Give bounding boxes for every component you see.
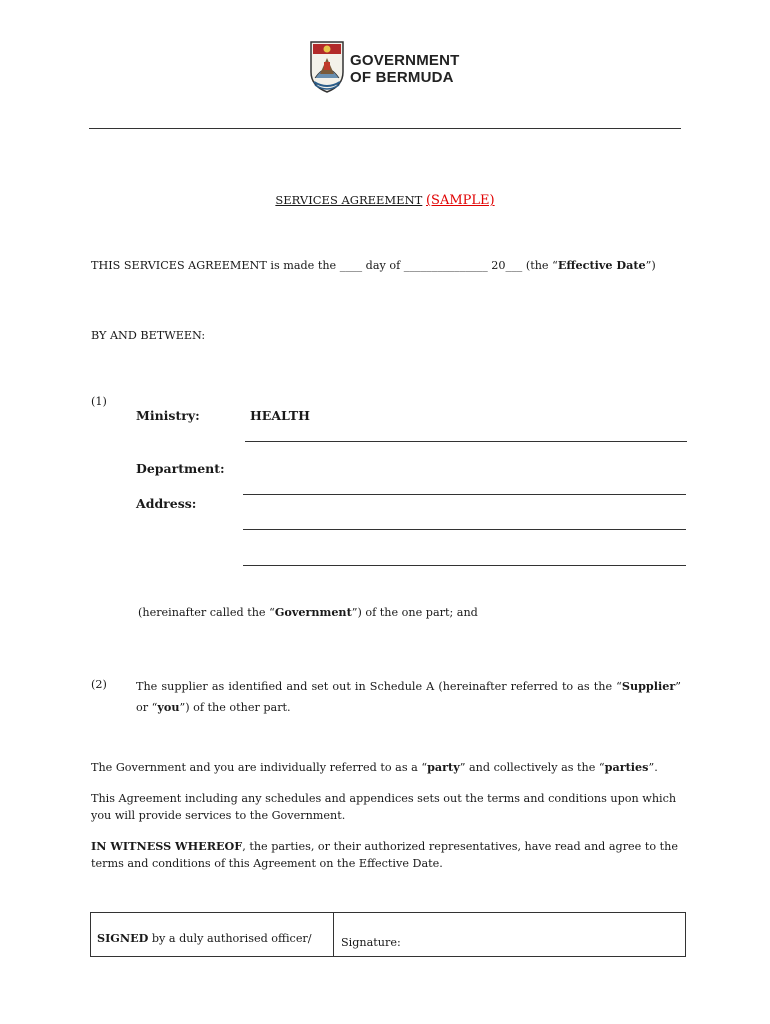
agreement-paragraph: This Agreement including any schedules and appendices sets out the terms and conditions upon which you will provide services to the Government. xyxy=(91,792,677,822)
ministry-value: HEALTH xyxy=(250,408,310,423)
parties-mid: ” and collectively as the “ xyxy=(459,761,605,774)
hereinafter-pre: (hereinafter called the “ xyxy=(138,606,275,619)
government-term: Government xyxy=(274,605,352,619)
intro-pre: THIS SERVICES AGREEMENT is made the ____ day of _______________ 20___ (the “ xyxy=(91,259,558,272)
signature-table-divider xyxy=(333,912,334,957)
hereinafter-post: ”) of the one part; and xyxy=(351,606,478,619)
logo-line-2: OF BERMUDA xyxy=(350,69,454,86)
supplier-post: ”) of the other part. xyxy=(179,701,291,714)
department-line xyxy=(243,494,686,495)
parties-term: parties xyxy=(604,760,649,774)
signature-field[interactable]: Signature: xyxy=(341,936,401,949)
logo-line-1: GOVERNMENT xyxy=(350,52,460,69)
government-of-bermuda-logo-text xyxy=(350,52,460,86)
parties-pre: The Government and you are individually referred to as a “ xyxy=(91,761,428,774)
address-line-2 xyxy=(243,565,686,566)
title-main: SERVICES AGREEMENT xyxy=(275,193,423,207)
supplier-pre: The supplier as identified and set out in Schedule A (hereinafter referred to as the “ xyxy=(136,680,622,693)
intro-post: ”) xyxy=(645,259,656,272)
document-title xyxy=(0,193,770,208)
supplier-term: Supplier xyxy=(621,679,676,693)
supplier-mid: ” or “ xyxy=(136,680,681,714)
party-term: party xyxy=(427,760,460,774)
parties-paragraph xyxy=(91,759,691,776)
address-label: Address: xyxy=(136,496,197,511)
effective-date-clause xyxy=(91,257,691,274)
witness-lead: IN WITNESS WHEREOF xyxy=(91,839,243,853)
witness-paragraph xyxy=(91,838,691,872)
bermuda-coat-of-arms-icon xyxy=(308,38,346,94)
ministry-line xyxy=(245,441,687,442)
ministry-label: Ministry: xyxy=(136,408,200,423)
party-1-number: (1) xyxy=(91,395,107,408)
signed-bold: SIGNED xyxy=(97,931,149,945)
signed-rest: by a duly authorised officer/ xyxy=(148,932,312,945)
government-definition xyxy=(138,604,478,621)
witness-rest: , the parties, or their authorized representatives, have read and agree to the terms and conditions of this Agreement on the Effective Date. xyxy=(91,840,678,870)
effective-date-term: Effective Date xyxy=(557,258,646,272)
header-divider xyxy=(89,128,681,129)
by-and-between-heading: BY AND BETWEEN: xyxy=(91,329,206,342)
title-sample-tag: (SAMPLE) xyxy=(425,193,495,208)
party-2-number: (2) xyxy=(91,678,107,691)
you-term: you xyxy=(157,700,180,714)
signed-by-cell xyxy=(97,930,312,947)
department-label: Department: xyxy=(136,461,225,476)
parties-post: ”. xyxy=(648,761,658,774)
supplier-definition xyxy=(136,676,681,718)
address-line-1 xyxy=(243,529,686,530)
